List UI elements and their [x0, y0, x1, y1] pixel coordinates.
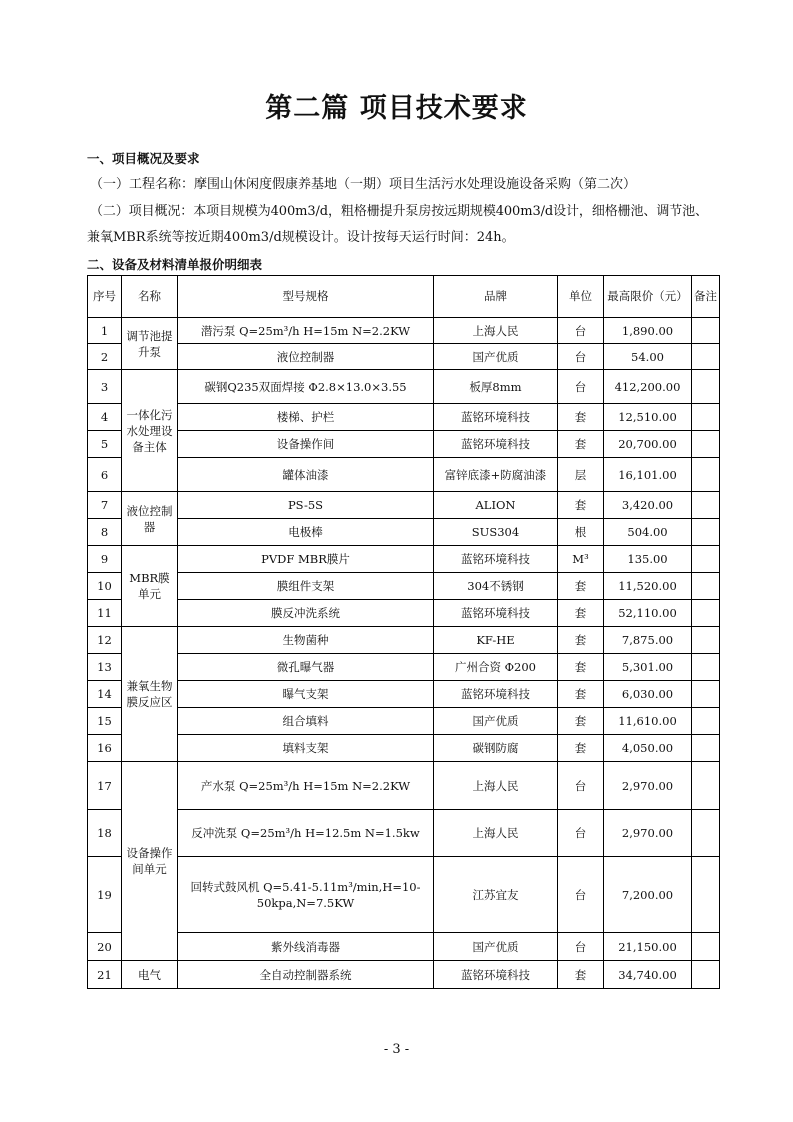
cell-brand: 板厚8mm	[434, 370, 558, 404]
cell-unit: 台	[558, 810, 604, 857]
cell-remark	[692, 492, 720, 519]
header-price: 最高限价（元）	[604, 276, 692, 318]
table-row	[88, 573, 720, 600]
cell-remark	[692, 857, 720, 933]
cell-remark	[692, 681, 720, 708]
group-name: 兼氧生物膜反应区	[122, 627, 178, 762]
cell-unit: 套	[558, 404, 604, 431]
cell-no: 18	[88, 810, 122, 857]
cell-spec: 全自动控制器系统	[178, 961, 434, 989]
cell-no: 17	[88, 762, 122, 810]
cell-brand: 蓝铭环境科技	[434, 961, 558, 989]
cell-spec: PVDF MBR膜片	[178, 546, 434, 573]
cell-remark	[692, 627, 720, 654]
cell-price: 20,700.00	[604, 431, 692, 458]
table-row	[88, 458, 720, 492]
cell-remark	[692, 810, 720, 857]
header-spec: 型号规格	[178, 276, 434, 318]
cell-no: 5	[88, 431, 122, 458]
table-row	[88, 431, 720, 458]
cell-spec: 生物菌种	[178, 627, 434, 654]
cell-unit: 台	[558, 318, 604, 344]
table-row	[88, 810, 720, 857]
table-row	[88, 961, 720, 989]
cell-unit: 套	[558, 627, 604, 654]
cell-no: 11	[88, 600, 122, 627]
cell-unit: 套	[558, 681, 604, 708]
cell-brand: 国产优质	[434, 933, 558, 961]
cell-no: 13	[88, 654, 122, 681]
cell-brand: 上海人民	[434, 318, 558, 344]
cell-unit: 根	[558, 519, 604, 546]
cell-brand: 蓝铭环境科技	[434, 404, 558, 431]
table-row	[88, 318, 720, 344]
cell-remark	[692, 519, 720, 546]
cell-no: 10	[88, 573, 122, 600]
cell-unit: 台	[558, 857, 604, 933]
cell-price: 5,301.00	[604, 654, 692, 681]
cell-remark	[692, 546, 720, 573]
table-row	[88, 492, 720, 519]
group-name: 调节池提升泵	[122, 318, 178, 370]
table-row	[88, 344, 720, 370]
cell-remark	[692, 573, 720, 600]
cell-remark	[692, 318, 720, 344]
cell-spec: 紫外线消毒器	[178, 933, 434, 961]
cell-remark	[692, 961, 720, 989]
cell-no: 16	[88, 735, 122, 762]
cell-brand: 上海人民	[434, 762, 558, 810]
cell-brand: 304不锈钢	[434, 573, 558, 600]
cell-brand: 蓝铭环境科技	[434, 431, 558, 458]
cell-brand: 碳钢防腐	[434, 735, 558, 762]
table-row	[88, 933, 720, 961]
cell-price: 6,030.00	[604, 681, 692, 708]
page-title: 第二篇 项目技术要求	[265, 93, 528, 124]
cell-brand: ALION	[434, 492, 558, 519]
cell-spec: 微孔曝气器	[178, 654, 434, 681]
cell-no: 8	[88, 519, 122, 546]
project-overview-line-2: 兼氧MBR系统等按近期400m3/d规模设计。设计按每天运行时间：24h。	[87, 230, 515, 245]
cell-spec: 设备操作间	[178, 431, 434, 458]
header-brand: 品牌	[434, 276, 558, 318]
table-row	[88, 654, 720, 681]
cell-no: 20	[88, 933, 122, 961]
header-unit: 单位	[558, 276, 604, 318]
cell-unit: 台	[558, 370, 604, 404]
cell-spec: PS-5S	[178, 492, 434, 519]
cell-price: 34,740.00	[604, 961, 692, 989]
cell-remark	[692, 654, 720, 681]
cell-spec: 膜组件支架	[178, 573, 434, 600]
cell-remark	[692, 458, 720, 492]
cell-unit: 台	[558, 762, 604, 810]
cell-spec: 液位控制器	[178, 344, 434, 370]
cell-spec: 产水泵 Q=25m³/h H=15m N=2.2KW	[178, 762, 434, 810]
cell-no: 15	[88, 708, 122, 735]
group-name: 设备操作间单元	[122, 762, 178, 961]
table-row	[88, 546, 720, 573]
cell-unit: 套	[558, 492, 604, 519]
cell-unit: 套	[558, 735, 604, 762]
cell-remark	[692, 370, 720, 404]
cell-no: 14	[88, 681, 122, 708]
cell-remark	[692, 600, 720, 627]
cell-spec: 填料支架	[178, 735, 434, 762]
cell-price: 52,110.00	[604, 600, 692, 627]
cell-no: 3	[88, 370, 122, 404]
cell-no: 7	[88, 492, 122, 519]
cell-no: 21	[88, 961, 122, 989]
cell-price: 7,875.00	[604, 627, 692, 654]
cell-unit: 套	[558, 654, 604, 681]
table-row	[88, 600, 720, 627]
cell-no: 12	[88, 627, 122, 654]
section-heading-overview: 一、项目概况及要求	[87, 151, 200, 166]
cell-brand: 国产优质	[434, 708, 558, 735]
page-number: - 3 -	[383, 1042, 410, 1057]
cell-brand: 广州合资 Φ200	[434, 654, 558, 681]
cell-remark	[692, 708, 720, 735]
cell-brand: 蓝铭环境科技	[434, 600, 558, 627]
cell-spec: 楼梯、护栏	[178, 404, 434, 431]
cell-remark	[692, 344, 720, 370]
cell-unit: 层	[558, 458, 604, 492]
cell-price: 135.00	[604, 546, 692, 573]
table-header-row	[88, 276, 720, 318]
cell-price: 3,420.00	[604, 492, 692, 519]
equipment-price-table	[87, 275, 720, 989]
cell-brand: KF-HE	[434, 627, 558, 654]
cell-remark	[692, 735, 720, 762]
cell-spec: 膜反冲洗系统	[178, 600, 434, 627]
header-name: 名称	[122, 276, 178, 318]
cell-price: 21,150.00	[604, 933, 692, 961]
cell-no: 1	[88, 318, 122, 344]
group-name: 一体化污水处理设备主体	[122, 370, 178, 492]
cell-spec: 罐体油漆	[178, 458, 434, 492]
table-row	[88, 708, 720, 735]
table-row	[88, 681, 720, 708]
cell-spec: 反冲洗泵 Q=25m³/h H=12.5m N=1.5kw	[178, 810, 434, 857]
cell-brand: 富锌底漆+防腐油漆	[434, 458, 558, 492]
table-row	[88, 370, 720, 404]
cell-no: 19	[88, 857, 122, 933]
cell-spec: 潜污泵 Q=25m³/h H=15m N=2.2KW	[178, 318, 434, 344]
table-row	[88, 735, 720, 762]
cell-spec: 电极棒	[178, 519, 434, 546]
cell-unit: M³	[558, 546, 604, 573]
cell-remark	[692, 762, 720, 810]
cell-brand: 上海人民	[434, 810, 558, 857]
cell-remark	[692, 431, 720, 458]
cell-price: 12,510.00	[604, 404, 692, 431]
group-name: 电气	[122, 961, 178, 989]
cell-remark	[692, 933, 720, 961]
cell-remark	[692, 404, 720, 431]
project-name-line: （一）工程名称：摩围山休闲度假康养基地（一期）项目生活污水处理设施设备采购（第二次）	[90, 177, 637, 192]
cell-price: 11,520.00	[604, 573, 692, 600]
cell-price: 412,200.00	[604, 370, 692, 404]
cell-brand: 蓝铭环境科技	[434, 681, 558, 708]
header-no: 序号	[88, 276, 122, 318]
cell-unit: 套	[558, 431, 604, 458]
cell-price: 2,970.00	[604, 762, 692, 810]
table-row	[88, 519, 720, 546]
cell-spec: 曝气支架	[178, 681, 434, 708]
cell-price: 1,890.00	[604, 318, 692, 344]
table-row	[88, 857, 720, 933]
cell-no: 2	[88, 344, 122, 370]
cell-unit: 套	[558, 961, 604, 989]
cell-spec: 组合填料	[178, 708, 434, 735]
cell-unit: 套	[558, 708, 604, 735]
table-row	[88, 627, 720, 654]
cell-brand: SUS304	[434, 519, 558, 546]
cell-no: 4	[88, 404, 122, 431]
cell-spec: 碳钢Q235双面焊接 Φ2.8×13.0×3.55	[178, 370, 434, 404]
cell-price: 54.00	[604, 344, 692, 370]
cell-price: 4,050.00	[604, 735, 692, 762]
cell-brand: 国产优质	[434, 344, 558, 370]
cell-no: 9	[88, 546, 122, 573]
cell-unit: 套	[558, 573, 604, 600]
cell-unit: 套	[558, 600, 604, 627]
section-heading-price-list: 二、设备及材料清单报价明细表	[87, 257, 263, 272]
cell-price: 16,101.00	[604, 458, 692, 492]
cell-brand: 江苏宜友	[434, 857, 558, 933]
cell-price: 7,200.00	[604, 857, 692, 933]
header-remark: 备注	[692, 276, 720, 318]
project-overview-line: （二）项目概况：本项目规模为400m3/d，粗格栅提升泵房按远期规模400m3/d设计，细格栅池、调节池、	[90, 204, 708, 219]
group-name: 液位控制器	[122, 492, 178, 546]
cell-no: 6	[88, 458, 122, 492]
cell-price: 504.00	[604, 519, 692, 546]
cell-price: 2,970.00	[604, 810, 692, 857]
group-name: MBR膜单元	[122, 546, 178, 627]
cell-brand: 蓝铭环境科技	[434, 546, 558, 573]
table-row	[88, 762, 720, 810]
cell-unit: 台	[558, 344, 604, 370]
cell-unit: 台	[558, 933, 604, 961]
cell-spec: 回转式鼓风机 Q=5.41-5.11m³/min,H=10-50kpa,N=7.5KW	[178, 857, 434, 933]
cell-price: 11,610.00	[604, 708, 692, 735]
table-row	[88, 404, 720, 431]
